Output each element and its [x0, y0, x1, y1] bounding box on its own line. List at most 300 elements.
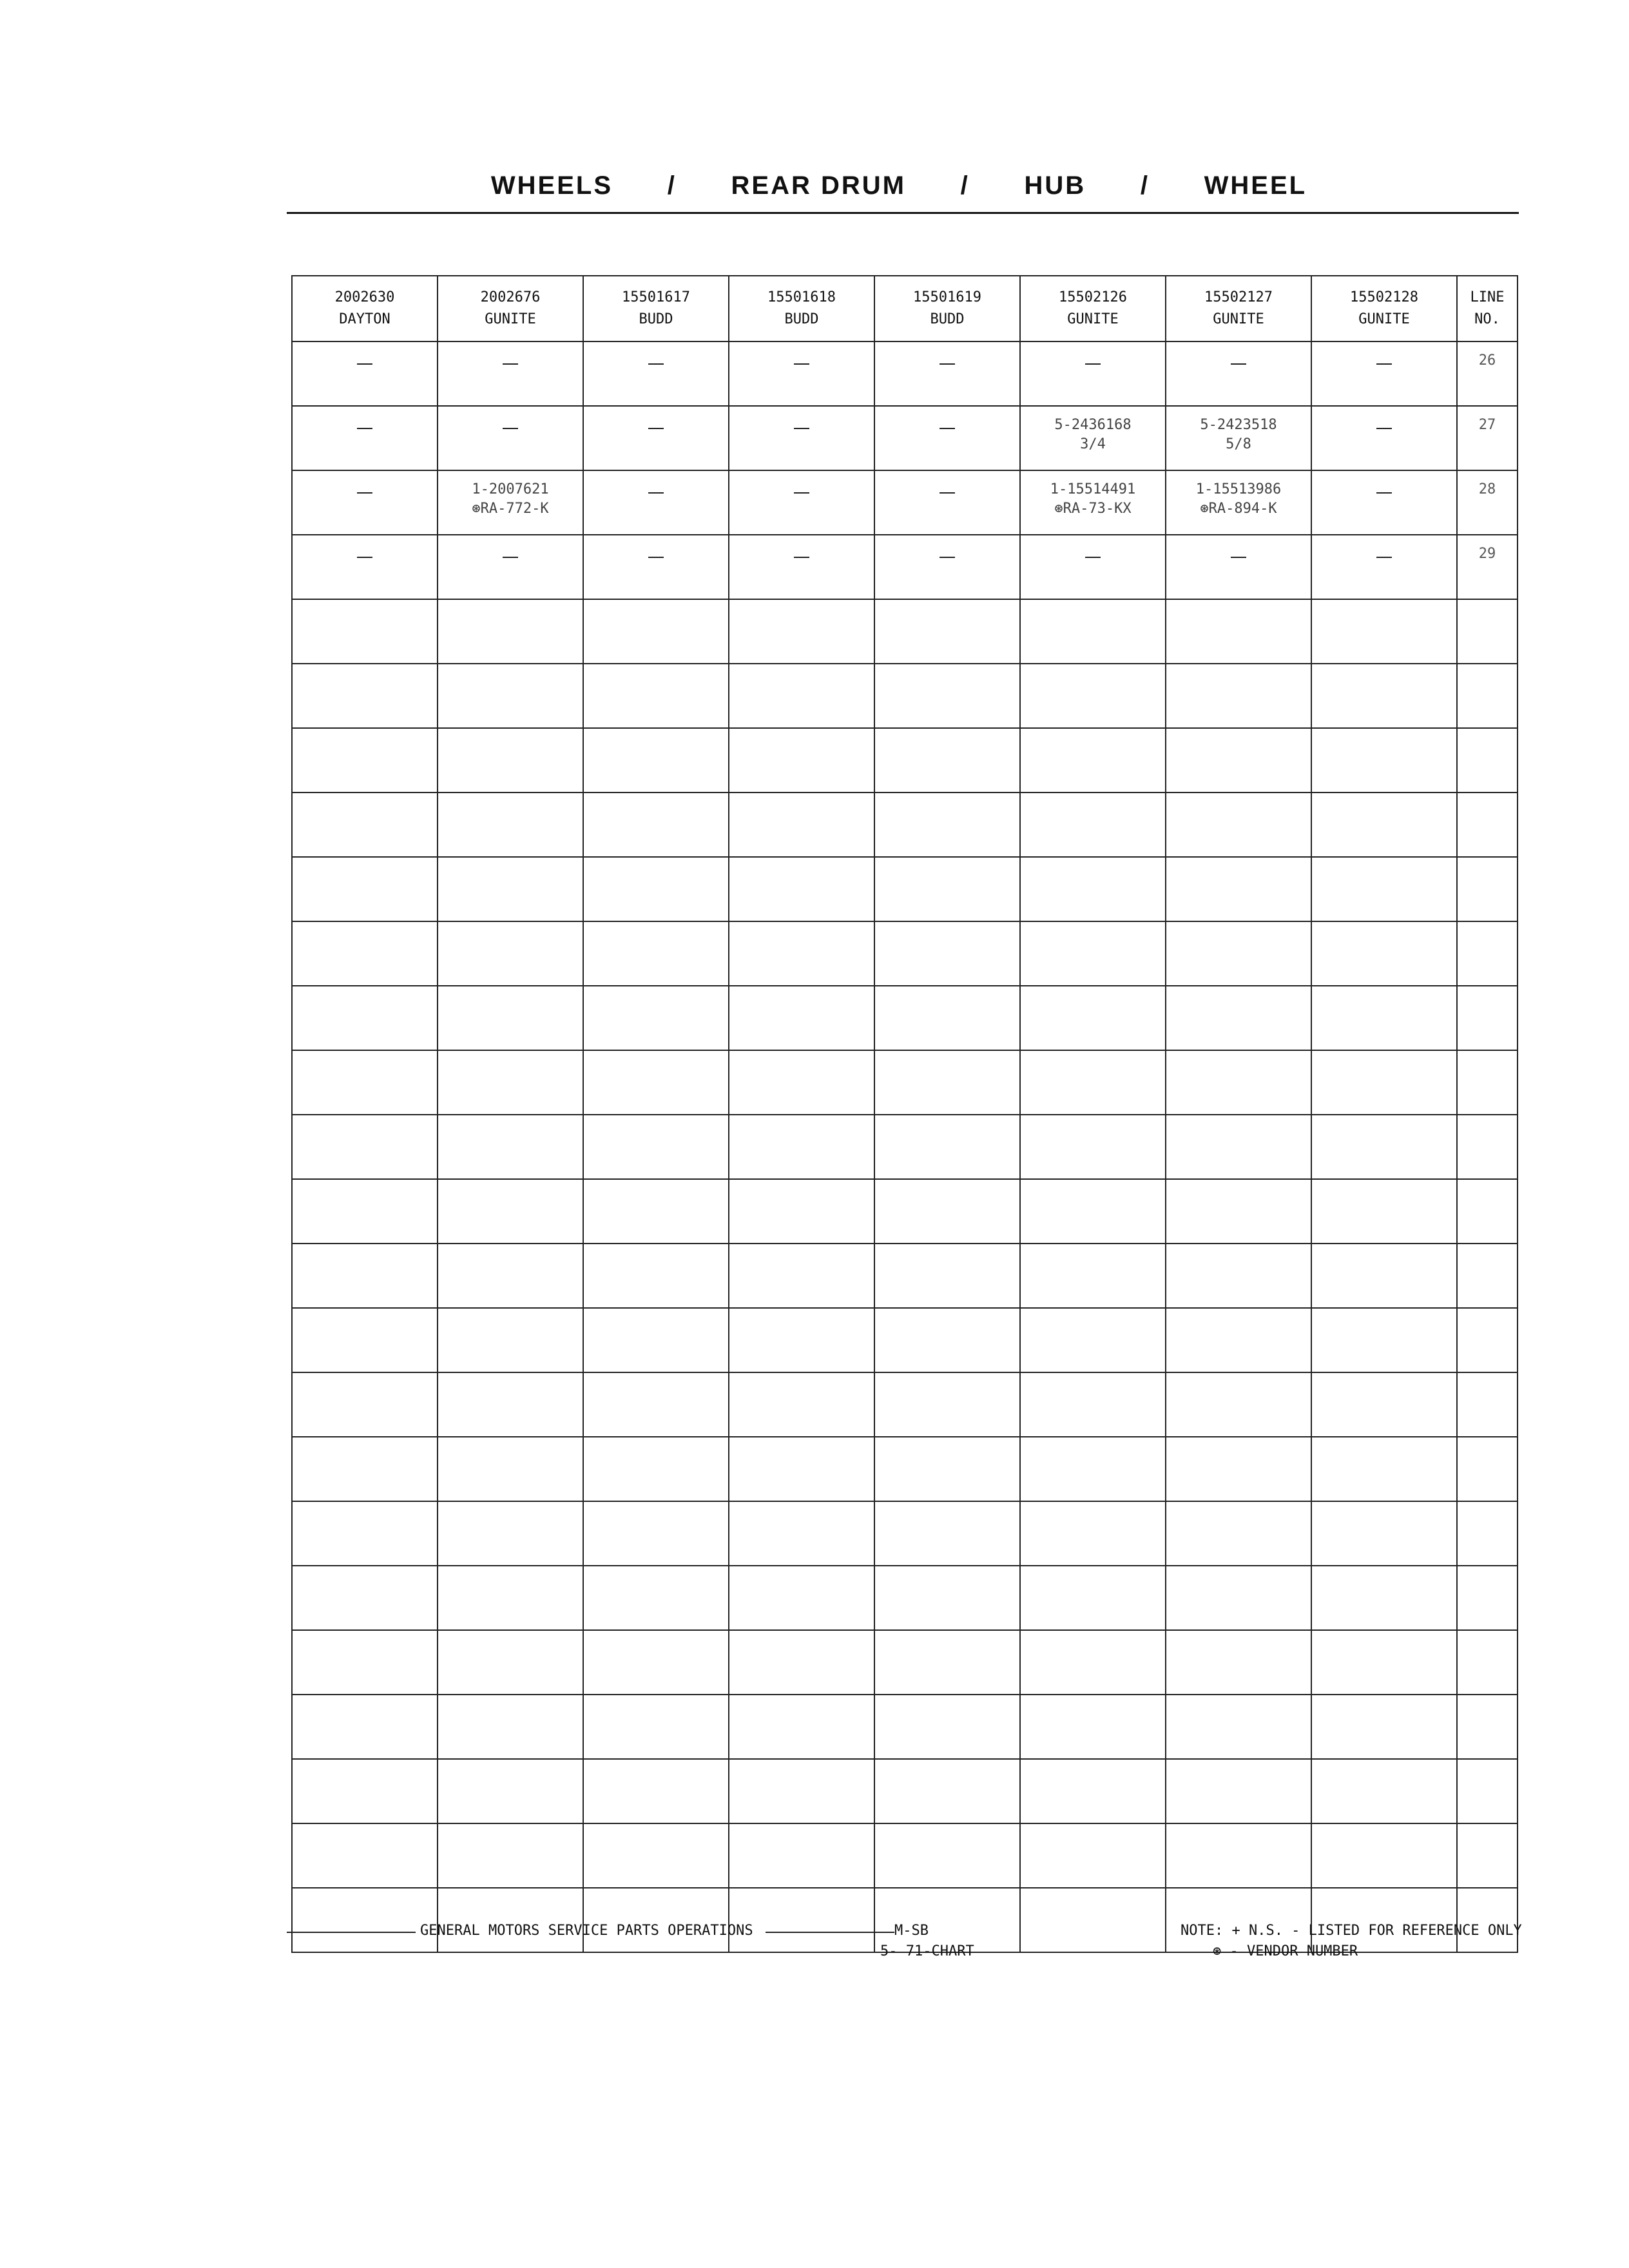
cell-content: [438, 535, 583, 564]
dash-mark: [648, 492, 664, 494]
manufacturer: BUDD: [930, 311, 965, 327]
column-header: [438, 276, 583, 341]
footer-rule-middle: [766, 1932, 894, 1933]
column-header: [729, 276, 874, 341]
empty-cell: [1020, 1372, 1166, 1437]
manufacturer: GUNITE: [1358, 311, 1410, 327]
empty-cell: [729, 1115, 874, 1179]
dash-mark: [940, 492, 955, 494]
part-number: 2002630: [334, 289, 395, 305]
column-header-line-no: [1457, 276, 1518, 341]
empty-cell: [1020, 1823, 1166, 1888]
empty-row: [292, 599, 1518, 664]
empty-cell: [292, 1050, 438, 1115]
line-number-cell: [1457, 341, 1518, 406]
empty-cell: [1311, 1888, 1457, 1952]
empty-cell: [729, 599, 874, 664]
column-header: [1020, 276, 1166, 341]
empty-row: [292, 1759, 1518, 1823]
line-number: 26: [1478, 352, 1496, 369]
empty-cell: [874, 986, 1020, 1050]
cell-content: [1166, 471, 1311, 519]
footer-chart: 5- 71-CHART: [880, 1943, 974, 1959]
empty-cell: [874, 921, 1020, 986]
table-cell: [438, 535, 583, 599]
part-number: 15502128: [1350, 289, 1418, 305]
empty-cell: [729, 664, 874, 728]
empty-cell: [438, 664, 583, 728]
empty-cell: [583, 1115, 729, 1179]
empty-cell: [1166, 1050, 1311, 1115]
empty-cell: [874, 1888, 1020, 1952]
cell-content: [729, 407, 874, 435]
part-detail: 5/8: [1226, 436, 1251, 452]
line-number-cell: [1457, 470, 1518, 535]
table-cell: [1166, 406, 1311, 470]
empty-cell: [583, 1888, 729, 1952]
empty-cell: [583, 728, 729, 793]
cell-content: [1021, 535, 1165, 564]
part-detail: ⊛RA-73-KX: [1054, 501, 1132, 517]
page-title: [287, 166, 1511, 205]
empty-cell: [1311, 1115, 1457, 1179]
empty-cell: [292, 1308, 438, 1372]
title-spacer: [906, 171, 961, 200]
empty-cell: [583, 793, 729, 857]
empty-cell: [292, 599, 438, 664]
title-spacer: [1086, 171, 1141, 200]
table-cell: [1311, 406, 1457, 470]
table-row: [292, 406, 1518, 470]
dash-mark: [1376, 363, 1392, 365]
table-cell: [874, 406, 1020, 470]
table-cell: [874, 341, 1020, 406]
empty-cell: [1457, 857, 1518, 921]
empty-cell: [1311, 1244, 1457, 1308]
empty-cell: [729, 1244, 874, 1308]
empty-cell: [1020, 1308, 1166, 1372]
empty-cell: [874, 1308, 1020, 1372]
empty-cell: [1020, 1050, 1166, 1115]
dash-mark: [357, 428, 372, 429]
empty-cell: [729, 1308, 874, 1372]
empty-cell: [438, 1823, 583, 1888]
empty-cell: [1457, 664, 1518, 728]
empty-row: [292, 1501, 1518, 1566]
empty-cell: [438, 1437, 583, 1501]
cell-content: [875, 471, 1019, 499]
dash-mark: [794, 557, 809, 558]
manufacturer: NO.: [1474, 311, 1500, 327]
empty-cell: [583, 1179, 729, 1244]
line-number: 29: [1478, 546, 1496, 562]
empty-cell: [583, 1308, 729, 1372]
empty-cell: [874, 728, 1020, 793]
empty-row: [292, 1630, 1518, 1695]
empty-cell: [1020, 1566, 1166, 1630]
title-separator: /: [1140, 171, 1150, 200]
empty-cell: [1166, 986, 1311, 1050]
empty-cell: [1457, 986, 1518, 1050]
table-cell: [1311, 470, 1457, 535]
empty-cell: [1166, 857, 1311, 921]
empty-cell: [1311, 1630, 1457, 1695]
cell-content: [584, 535, 728, 564]
cell-content: [1312, 342, 1456, 370]
table-cell: [1020, 470, 1166, 535]
dash-mark: [940, 557, 955, 558]
dash-mark: [648, 428, 664, 429]
footer-vendor-note: ⊛ - VENDOR NUMBER: [1213, 1943, 1358, 1959]
cell-content: [1021, 407, 1165, 454]
empty-cell: [292, 1115, 438, 1179]
cell-content: [293, 471, 437, 499]
empty-cell: [583, 1695, 729, 1759]
title-wheels: WHEELS: [490, 171, 613, 200]
empty-cell: [1166, 1759, 1311, 1823]
empty-cell: [1020, 599, 1166, 664]
dash-mark: [503, 428, 518, 429]
empty-cell: [292, 1759, 438, 1823]
table-cell: [292, 341, 438, 406]
cell-content: [875, 535, 1019, 564]
empty-cell: [1457, 1115, 1518, 1179]
dash-mark: [1376, 428, 1392, 429]
empty-cell: [729, 921, 874, 986]
empty-cell: [874, 1566, 1020, 1630]
dash-mark: [357, 492, 372, 494]
empty-cell: [874, 1501, 1020, 1566]
empty-cell: [292, 1244, 438, 1308]
empty-cell: [729, 1179, 874, 1244]
footer-code: M-SB: [894, 1923, 929, 1939]
table-cell: [1020, 406, 1166, 470]
empty-cell: [438, 857, 583, 921]
empty-cell: [1457, 1308, 1518, 1372]
empty-row: [292, 1179, 1518, 1244]
table-cell: [1020, 535, 1166, 599]
table-cell: [583, 535, 729, 599]
empty-row: [292, 986, 1518, 1050]
empty-cell: [1020, 1244, 1166, 1308]
empty-cell: [438, 1759, 583, 1823]
empty-cell: [874, 1823, 1020, 1888]
empty-cell: [583, 1501, 729, 1566]
table-cell: [1311, 535, 1457, 599]
empty-cell: [1166, 1888, 1311, 1952]
title-hub: HUB: [1024, 171, 1086, 200]
empty-cell: [1457, 793, 1518, 857]
dash-mark: [1376, 492, 1392, 494]
empty-cell: [438, 1179, 583, 1244]
manufacturer: BUDD: [784, 311, 819, 327]
table-cell: [729, 470, 874, 535]
empty-row: [292, 1372, 1518, 1437]
empty-row: [292, 1695, 1518, 1759]
empty-cell: [1166, 1437, 1311, 1501]
title-rear-drum: REAR DRUM: [731, 171, 906, 200]
dash-mark: [1231, 557, 1246, 558]
empty-cell: [1020, 728, 1166, 793]
empty-cell: [729, 1501, 874, 1566]
column-header: [1311, 276, 1457, 341]
empty-row: [292, 1888, 1518, 1952]
empty-cell: [1020, 1501, 1166, 1566]
part-number: 15502126: [1059, 289, 1127, 305]
table-cell: [1166, 470, 1311, 535]
column-header: [292, 276, 438, 341]
empty-cell: [874, 1695, 1020, 1759]
empty-cell: [438, 1501, 583, 1566]
empty-cell: [1457, 1179, 1518, 1244]
manufacturer: GUNITE: [1213, 311, 1264, 327]
empty-cell: [438, 1050, 583, 1115]
empty-cell: [874, 1050, 1020, 1115]
empty-cell: [292, 1437, 438, 1501]
empty-cell: [1020, 1437, 1166, 1501]
table-cell: [874, 470, 1020, 535]
empty-cell: [1166, 664, 1311, 728]
empty-row: [292, 1050, 1518, 1115]
empty-cell: [874, 1437, 1020, 1501]
cell-content: [729, 342, 874, 370]
cell-content: [1312, 407, 1456, 435]
empty-cell: [1457, 921, 1518, 986]
empty-row: [292, 728, 1518, 793]
empty-cell: [874, 857, 1020, 921]
empty-cell: [1457, 599, 1518, 664]
table-cell: [438, 470, 583, 535]
empty-row: [292, 664, 1518, 728]
cell-content: [584, 342, 728, 370]
empty-cell: [1020, 793, 1166, 857]
empty-cell: [729, 1888, 874, 1952]
line-number: 28: [1478, 481, 1496, 497]
cell-content: [293, 407, 437, 435]
column-header: [874, 276, 1020, 341]
empty-cell: [1166, 1308, 1311, 1372]
title-spacer: [970, 171, 1025, 200]
empty-cell: [729, 1695, 874, 1759]
table-cell: [729, 406, 874, 470]
table-header: [292, 276, 1518, 341]
empty-cell: [1457, 1823, 1518, 1888]
cell-content: [1166, 407, 1311, 454]
cell-content: [1166, 342, 1311, 370]
part-number: 15501617: [622, 289, 690, 305]
empty-cell: [583, 1372, 729, 1437]
empty-cell: [1166, 1823, 1311, 1888]
title-wheel: WHEEL: [1204, 171, 1307, 200]
empty-cell: [1166, 599, 1311, 664]
empty-row: [292, 1823, 1518, 1888]
dash-mark: [794, 428, 809, 429]
empty-cell: [1457, 1566, 1518, 1630]
dash-mark: [357, 363, 372, 365]
empty-cell: [1311, 1179, 1457, 1244]
empty-cell: [583, 1437, 729, 1501]
empty-cell: [1020, 857, 1166, 921]
table-cell: [874, 535, 1020, 599]
empty-cell: [292, 1501, 438, 1566]
empty-cell: [292, 857, 438, 921]
title-rule: [287, 212, 1519, 214]
empty-cell: [1166, 793, 1311, 857]
empty-cell: [1457, 1437, 1518, 1501]
dash-mark: [940, 428, 955, 429]
empty-cell: [438, 1566, 583, 1630]
empty-cell: [1166, 921, 1311, 986]
part-reference: 1-15514491: [1050, 481, 1136, 497]
empty-cell: [292, 793, 438, 857]
part-reference: 1-15513986: [1195, 481, 1282, 497]
table-row: [292, 470, 1518, 535]
table-cell: [729, 535, 874, 599]
cell-content: [1021, 471, 1165, 519]
table-row: [292, 535, 1518, 599]
empty-cell: [438, 1888, 583, 1952]
empty-cell: [583, 1050, 729, 1115]
empty-cell: [438, 1695, 583, 1759]
empty-cell: [438, 1372, 583, 1437]
part-reference: 5-2423518: [1200, 417, 1277, 433]
empty-cell: [1166, 1115, 1311, 1179]
dash-mark: [648, 557, 664, 558]
empty-cell: [583, 1823, 729, 1888]
dash-mark: [940, 363, 955, 365]
part-number: 15501618: [767, 289, 836, 305]
empty-cell: [583, 857, 729, 921]
title-spacer: [1150, 171, 1204, 200]
empty-cell: [874, 664, 1020, 728]
empty-cell: [874, 1179, 1020, 1244]
dash-mark: [794, 492, 809, 494]
footer-company: GENERAL MOTORS SERVICE PARTS OPERATIONS: [420, 1923, 753, 1939]
empty-cell: [292, 1888, 438, 1952]
dash-mark: [648, 363, 664, 365]
empty-cell: [438, 921, 583, 986]
cell-content: [1312, 471, 1456, 499]
empty-row: [292, 1437, 1518, 1501]
empty-cell: [729, 1823, 874, 1888]
part-detail: ⊛RA-772-K: [472, 501, 549, 517]
empty-cell: [729, 1759, 874, 1823]
title-spacer: [613, 171, 668, 200]
empty-cell: [729, 986, 874, 1050]
cell-content: [875, 407, 1019, 435]
footer-rule-left: [287, 1932, 416, 1933]
empty-row: [292, 1244, 1518, 1308]
cell-content: [438, 471, 583, 519]
empty-row: [292, 793, 1518, 857]
empty-cell: [729, 1372, 874, 1437]
empty-cell: [583, 921, 729, 986]
part-number: LINE: [1470, 289, 1505, 305]
cell-content: [1166, 535, 1311, 564]
table-row: [292, 341, 1518, 406]
dash-mark: [1231, 363, 1246, 365]
empty-cell: [874, 793, 1020, 857]
cell-content: [729, 471, 874, 499]
table-cell: [1311, 341, 1457, 406]
empty-cell: [292, 1372, 438, 1437]
empty-cell: [874, 1244, 1020, 1308]
table-cell: [438, 341, 583, 406]
empty-cell: [729, 1566, 874, 1630]
empty-cell: [292, 1179, 438, 1244]
empty-cell: [1020, 1115, 1166, 1179]
empty-cell: [1311, 793, 1457, 857]
table-cell: [583, 470, 729, 535]
line-number: 27: [1478, 417, 1496, 433]
empty-cell: [1311, 1823, 1457, 1888]
empty-cell: [583, 1759, 729, 1823]
empty-cell: [729, 857, 874, 921]
cell-content: [293, 342, 437, 370]
empty-cell: [1166, 1566, 1311, 1630]
part-detail: ⊛RA-894-K: [1200, 501, 1277, 517]
empty-cell: [1020, 1179, 1166, 1244]
empty-row: [292, 1566, 1518, 1630]
part-detail: 3/4: [1080, 436, 1106, 452]
empty-cell: [1311, 1050, 1457, 1115]
empty-cell: [438, 1244, 583, 1308]
part-number: 2002676: [480, 289, 541, 305]
empty-cell: [1457, 1501, 1518, 1566]
empty-cell: [1457, 728, 1518, 793]
table-cell: [1166, 535, 1311, 599]
empty-cell: [1457, 1888, 1518, 1952]
empty-cell: [874, 1372, 1020, 1437]
empty-cell: [1311, 921, 1457, 986]
table-cell: [438, 406, 583, 470]
empty-cell: [1020, 1759, 1166, 1823]
empty-cell: [1457, 1372, 1518, 1437]
header-row: [292, 276, 1518, 341]
line-number-cell: [1457, 535, 1518, 599]
empty-cell: [729, 793, 874, 857]
empty-cell: [1457, 1244, 1518, 1308]
empty-cell: [1311, 1437, 1457, 1501]
table-cell: [583, 341, 729, 406]
empty-cell: [1020, 664, 1166, 728]
table-cell: [292, 406, 438, 470]
empty-cell: [292, 986, 438, 1050]
empty-cell: [874, 1630, 1020, 1695]
dash-mark: [1376, 557, 1392, 558]
empty-cell: [874, 1759, 1020, 1823]
empty-cell: [292, 1695, 438, 1759]
empty-cell: [1311, 857, 1457, 921]
table-cell: [292, 470, 438, 535]
empty-cell: [438, 728, 583, 793]
cell-content: [584, 471, 728, 499]
empty-cell: [874, 1115, 1020, 1179]
cell-content: [875, 342, 1019, 370]
empty-cell: [438, 1630, 583, 1695]
part-reference: 1-2007621: [472, 481, 549, 497]
empty-cell: [1020, 1630, 1166, 1695]
empty-cell: [1020, 1695, 1166, 1759]
cell-content: [1021, 342, 1165, 370]
dash-mark: [1085, 363, 1101, 365]
empty-cell: [1311, 1308, 1457, 1372]
empty-cell: [438, 599, 583, 664]
empty-cell: [1311, 664, 1457, 728]
empty-cell: [1311, 1566, 1457, 1630]
empty-row: [292, 921, 1518, 986]
cell-content: [584, 407, 728, 435]
